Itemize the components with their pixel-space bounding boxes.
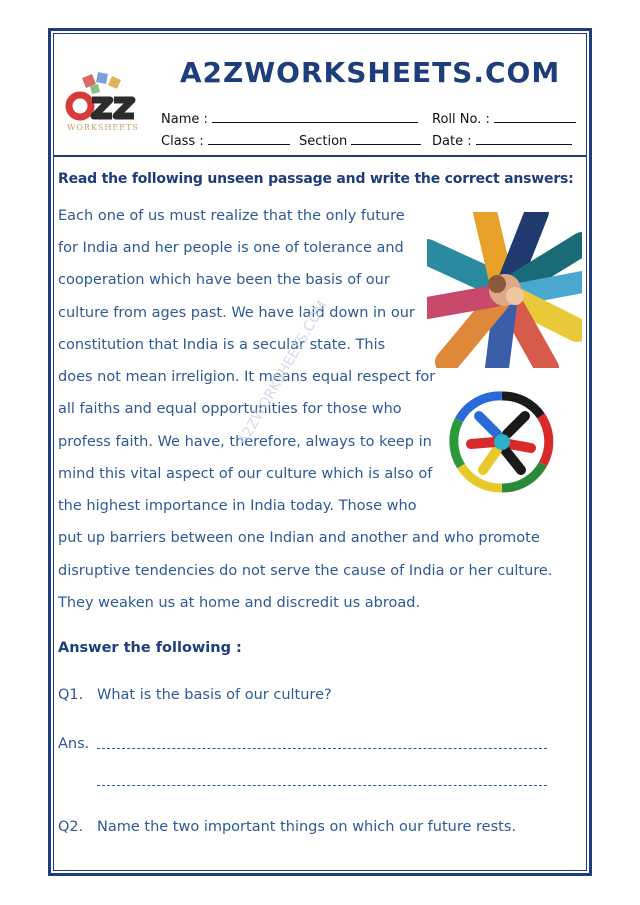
colorful-hands-ring-image <box>441 386 563 498</box>
answer-line[interactable] <box>97 748 547 749</box>
instruction: Read the following unseen passage and write the correct answers: <box>58 171 574 187</box>
passage-line: all faiths and equal opportunities for those who <box>58 401 402 417</box>
class-label: Class : <box>161 134 204 149</box>
roll-label: Roll No. : <box>432 112 490 127</box>
passage-line: profess faith. We have, therefore, always to keep in <box>58 434 432 450</box>
passage-line: put up barriers between one Indian and another and who promote <box>58 530 540 546</box>
answer-heading: Answer the following : <box>58 640 242 656</box>
passage-line: constitution that India is a secular state. This <box>58 337 386 353</box>
question-text: What is the basis of our culture? <box>97 687 332 703</box>
question-number: Q1. <box>58 687 84 703</box>
passage-line: disruptive tendencies do not serve the cause of India or her culture. <box>58 563 553 579</box>
logo-text: WORKSHEETS <box>67 123 139 132</box>
passage-line: the highest importance in India today. Those who <box>58 498 417 514</box>
name-field <box>161 110 418 127</box>
roll-blank[interactable] <box>494 110 576 123</box>
date-label: Date : <box>432 134 472 149</box>
passage-line: for India and her people is one of tolerance and <box>58 240 404 256</box>
answer-line[interactable] <box>97 785 547 786</box>
name-blank[interactable] <box>212 110 418 123</box>
date-field <box>432 132 572 149</box>
answer-label: Ans. <box>58 736 90 752</box>
section-blank[interactable] <box>351 132 421 145</box>
passage-line: does not mean irreligion. It means equal respect for <box>58 369 436 385</box>
class-field <box>161 132 290 149</box>
question-number: Q2. <box>58 819 84 835</box>
passage-line: Each one of us must realize that the only future <box>58 208 405 224</box>
watermark: A2ZWORKSHEETS.COM <box>235 298 331 448</box>
question-text: Name the two important things on which our future rests. <box>97 819 516 835</box>
passage-line: They weaken us at home and discredit us abroad. <box>58 595 421 611</box>
hands-circle-image <box>427 212 582 368</box>
passage-line: culture from ages past. We have laid down in our <box>58 305 415 321</box>
section-label: Section <box>299 134 348 149</box>
name-label: Name : <box>161 112 208 127</box>
date-blank[interactable] <box>476 132 572 145</box>
section-field <box>299 132 421 149</box>
site-title: A2ZWORKSHEETS.COM <box>179 56 561 89</box>
roll-field <box>432 110 576 127</box>
header-divider <box>53 155 587 157</box>
class-blank[interactable] <box>208 132 290 145</box>
passage-line: cooperation which have been the basis of our <box>58 272 390 288</box>
passage-line: mind this vital aspect of our culture which is also of <box>58 466 433 482</box>
